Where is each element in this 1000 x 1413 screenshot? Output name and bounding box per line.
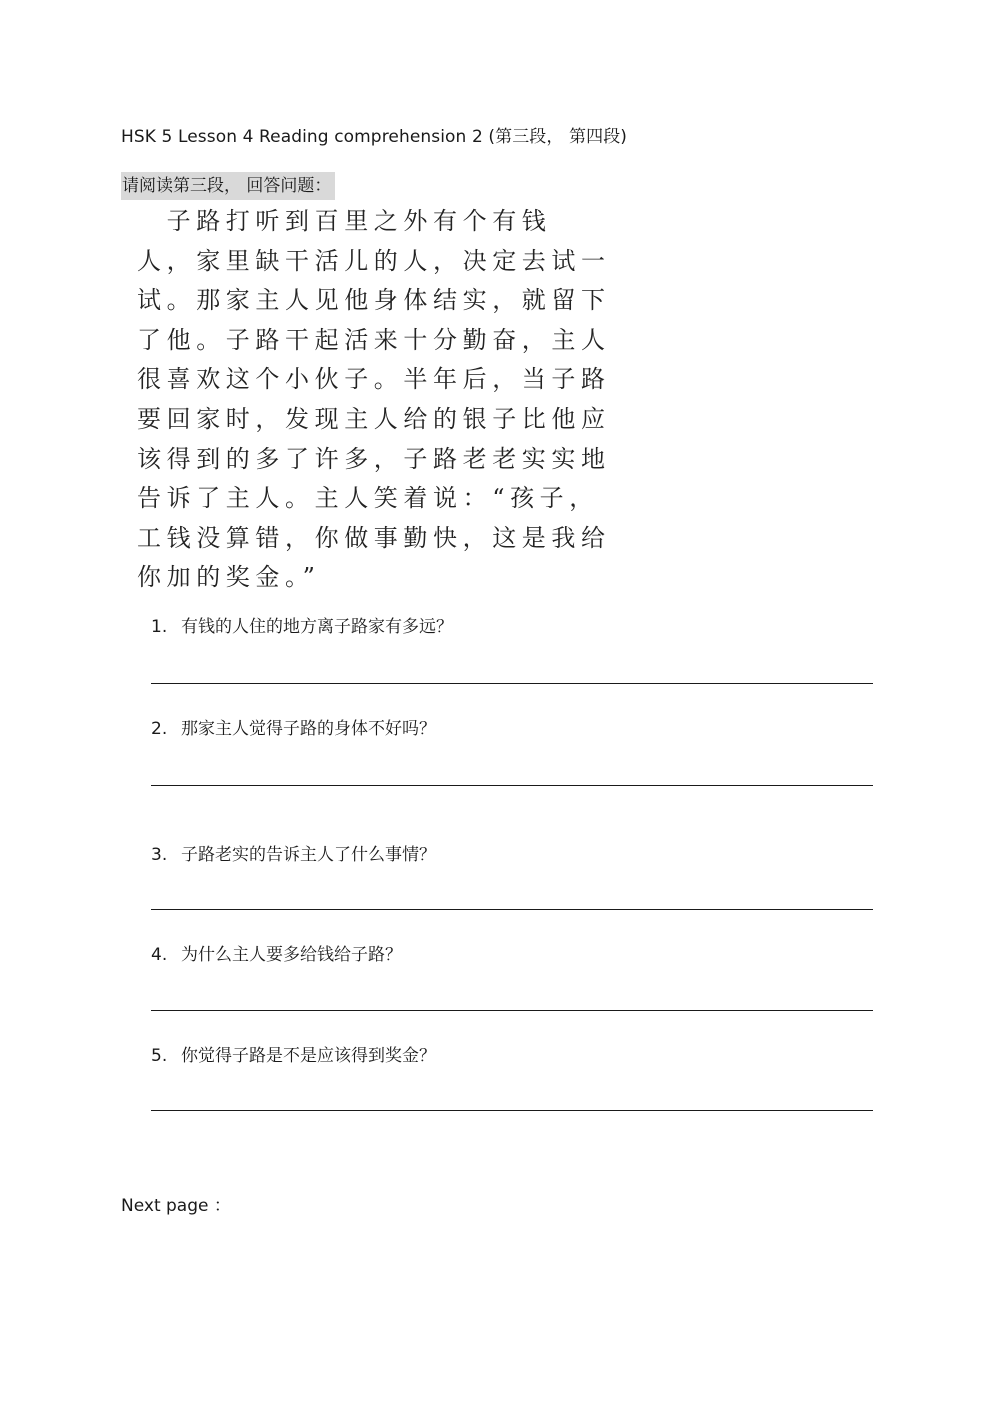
question-text: 有钱的人住的地方离子路家有多远？	[181, 617, 453, 637]
passage-line: 了他。子路干起活来十分勤奋，主人	[137, 325, 611, 354]
question-number: 4.	[151, 945, 168, 965]
question-4	[151, 940, 402, 965]
passage-line: 该得到的多了许多，子路老老实实地	[137, 444, 611, 473]
reading-instruction: 请阅读第三段， 回答问题：	[121, 172, 335, 200]
question-2	[151, 714, 436, 739]
passage-line: 你加的奖金。”	[137, 563, 321, 592]
question-text: 为什么主人要多给钱给子路？	[181, 945, 402, 965]
passage-line: 人，家里缺干活儿的人，决定去试一	[137, 246, 611, 275]
next-page-label: Next page ：	[121, 1196, 231, 1216]
passage-line: 很喜欢这个小伙子。半年后，当子路	[137, 365, 611, 394]
passage-line: 工钱没算错，你做事勤快，这是我给	[137, 523, 611, 552]
question-text: 那家主人觉得子路的身体不好吗？	[181, 719, 436, 739]
answer-line-5[interactable]	[151, 1110, 873, 1111]
answer-line-3[interactable]	[151, 909, 873, 910]
question-number: 5.	[151, 1046, 168, 1066]
question-number: 1.	[151, 617, 168, 637]
answer-line-2[interactable]	[151, 785, 873, 786]
reading-passage	[137, 202, 611, 598]
question-number: 3.	[151, 845, 168, 865]
question-5	[151, 1041, 436, 1066]
answer-line-1[interactable]	[151, 683, 873, 684]
question-1	[151, 612, 453, 637]
question-3	[151, 840, 436, 865]
question-number: 2.	[151, 719, 168, 739]
passage-line: 试。那家主人见他身体结实，就留下	[137, 286, 611, 315]
passage-line: 告诉了主人。主人笑着说：“孩子，	[137, 484, 599, 513]
passage-line: 子路打听到百里之外有个有钱	[137, 207, 552, 235]
question-text: 子路老实的告诉主人了什么事情？	[181, 845, 436, 865]
answer-line-4[interactable]	[151, 1010, 873, 1011]
passage-line: 要回家时，发现主人给的银子比他应	[137, 404, 611, 433]
worksheet-title: HSK 5 Lesson 4 Reading comprehension 2 (第三段， 第四段)	[121, 127, 628, 147]
question-text: 你觉得子路是不是应该得到奖金？	[181, 1046, 436, 1066]
